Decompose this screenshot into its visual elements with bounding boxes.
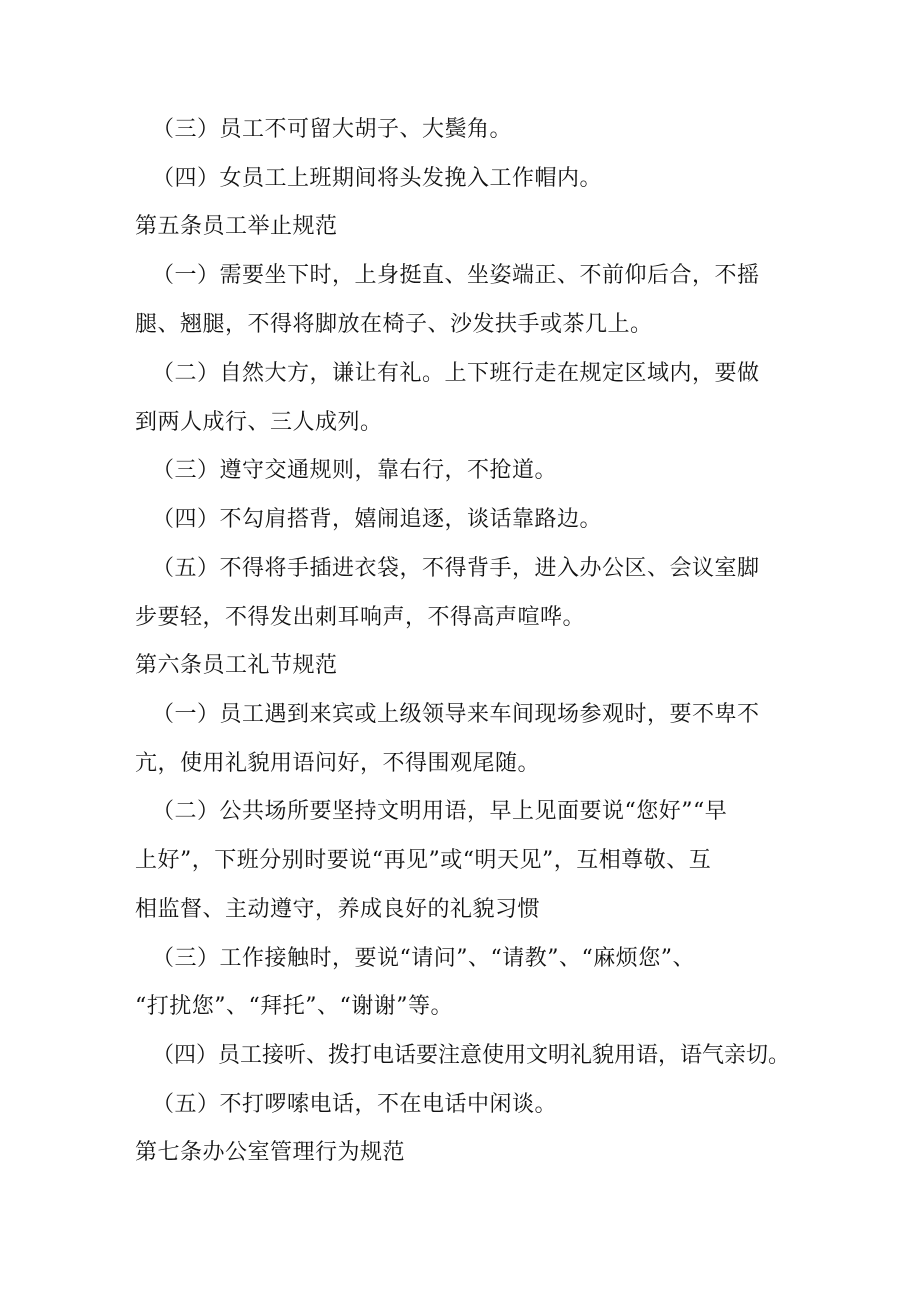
text-line: （五）不得将手插进衣袋，不得背手，进入办公区、会议室脚 (152, 556, 760, 581)
text-line: （三）员工不可留大胡子、大鬓角。 (152, 117, 513, 142)
text-line: （一）需要坐下时，上身挺直、坐姿端正、不前仰后合，不摇 (152, 263, 760, 288)
section-heading: 第七条办公室管理行为规范 (135, 1140, 406, 1165)
text-line: 腿、翘腿，不得将脚放在椅子、沙发扶手或茶几上。 (135, 312, 653, 337)
text-line: 相监督、主动遵守，养成良好的礼貌习惯 (135, 897, 541, 922)
text-line: （四）女员工上班期间将头发挽入工作帽内。 (152, 166, 603, 191)
text-line: （五）不打啰嗦电话，不在电话中闲谈。 (152, 1092, 558, 1117)
text-line: （四）不勾肩搭背，嬉闹追逐，谈话靠路边。 (152, 507, 603, 532)
text-line: （一）员工遇到来宾或上级领导来车间现场参观时，要不卑不 (152, 702, 760, 727)
section-heading: 第五条员工举止规范 (135, 214, 338, 239)
text-line: （二）公共场所要坚持文明用语，早上见面要说“您好”“早 (152, 799, 728, 824)
text-line: （二）自然大方，谦让有礼。上下班行走在规定区域内，要做 (152, 361, 760, 386)
text-line: （三）工作接触时，要说“请问”、“请教”、“麻烦您”、 (152, 946, 695, 971)
text-line: （四）员工接听、拨打电话要注意使用文明礼貌用语，语气亲切。 (152, 1043, 791, 1068)
text-line: “打扰您”、“拜托”、“谢谢”等。 (135, 994, 453, 1019)
text-line: 上好”，下班分别时要说“再见”或“明天见”，互相尊敬、互 (135, 848, 712, 873)
text-line: 亢，使用礼貌用语问好，不得围观尾随。 (135, 751, 541, 776)
text-line: 步要轻，不得发出刺耳响声，不得高声喧哗。 (135, 605, 586, 630)
text-line: （三）遵守交通规则，靠右行，不抢道。 (152, 458, 558, 483)
text-line: 到两人成行、三人成列。 (135, 410, 383, 435)
section-heading: 第六条员工礼节规范 (135, 653, 338, 678)
